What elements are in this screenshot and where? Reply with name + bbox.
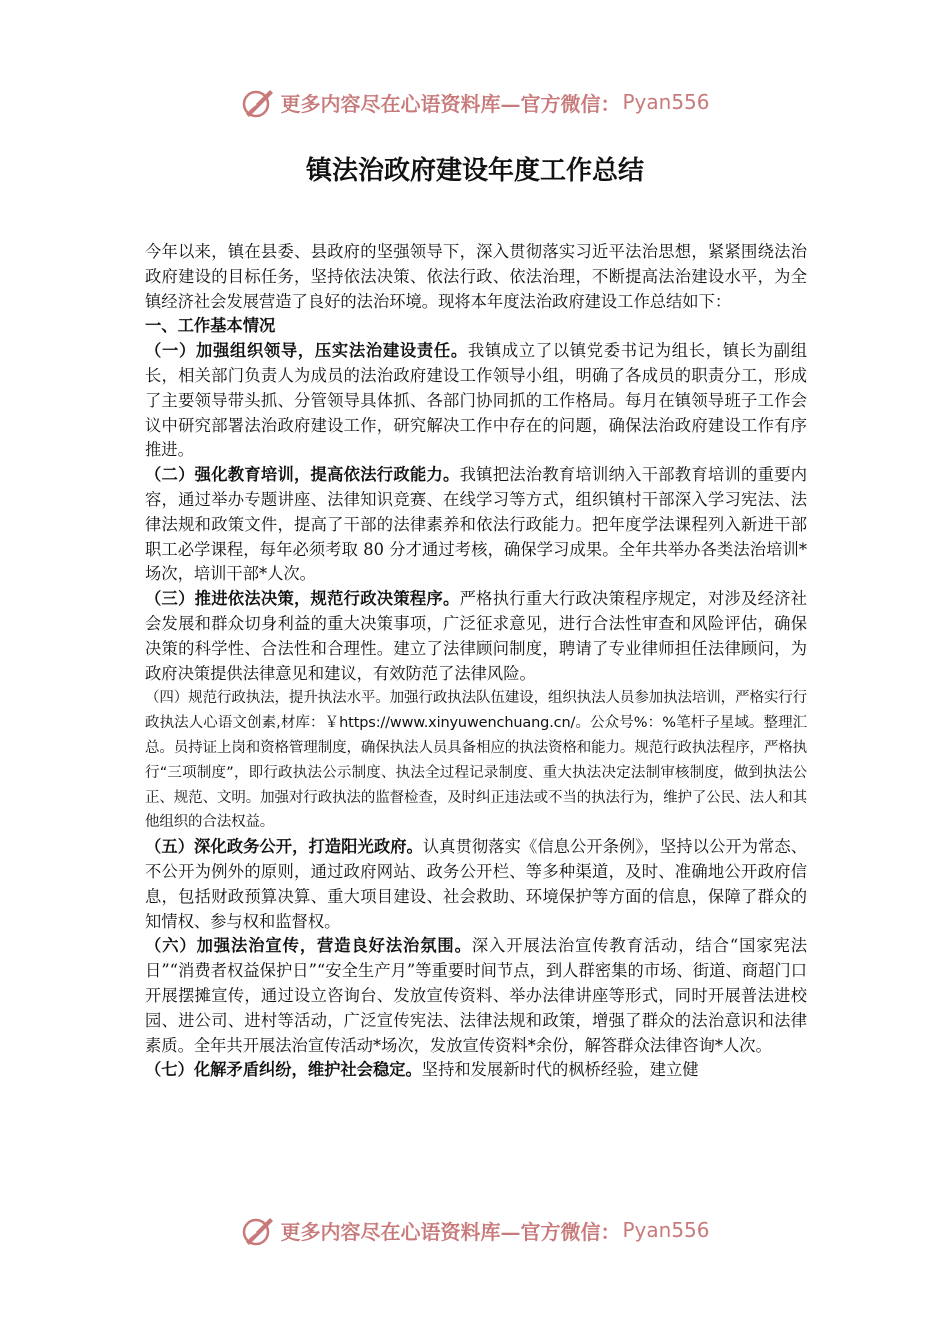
item-3-heading: （三）推进依法决策，规范行政决策程序。 — [145, 589, 460, 609]
watermark-banner-top — [0, 82, 950, 122]
item-5 — [145, 835, 807, 934]
document-title: 镇法治政府建设年度工作总结 — [305, 156, 644, 186]
item-3 — [145, 587, 807, 686]
item-1 — [145, 339, 807, 463]
document-body — [145, 240, 807, 1083]
item-6-text: 深入开展法治宣传教育活动，结合“国家宪法日”“消费者权益保护日”“安全生产月”等重要时间节点，到人群密集的市场、街道、商超门口开展摆摊宣传，通过设立咨询台、发放宣传资料、举办法律讲座等形式，同时开展普法进校园、进公司、进村等活动，广泛宣传宪法、法律法规和政策，增强了群众的法治意识和法律素质。全年共开展法治宣传活动*场次，发放宣传资料*余份，解答群众法律咨询*人次。 — [145, 936, 807, 1055]
item-1-heading: （一）加强组织领导，压实法治建设责任。 — [145, 341, 468, 361]
item-2 — [145, 463, 807, 587]
pen-logo-icon — [240, 84, 276, 120]
item-4: （四）规范行政执法，提升执法水平。加强行政执法队伍建设，组织执法人员参加执法培训，严格实行行政执法人心语文创素,材库：￥https://www.xinyuwenchuang.cn/。公众号%：%笔杆子星域。整理汇总。员持证上岗和资格管理制度，确保执法人员具备相应的执法资格和能力。规范行政执法程序，严格执行“三项制度”，即行政执法公示制度、执法全过程记录制度、重大执法决定法制审核制度，做到执法公正、规范、文明。加强对行政执法的监督检查，及时纠正违法或不当的执法行为，维护了公民、法人和其他组织的合法权益。 — [145, 690, 807, 831]
item-2-heading: （二）强化教育培训，提高依法行政能力。 — [145, 465, 460, 485]
item-1-text: 我镇成立了以镇党委书记为组长，镇长为副组长，相关部门负责人为成员的法治政府建设工作领导小组，明确了各成员的职责分工，形成了主要领导带头抓、分管领导具体抓、各部门协同抓的工作格局。每月在镇领导班子工作会议中研究部署法治政府建设工作，研究解决工作中存在的问题，确保法治政府建设工作有序推进。 — [145, 341, 807, 460]
item-7 — [145, 1058, 807, 1083]
item-6 — [145, 934, 807, 1058]
item-6-heading: （六）加强法治宣传，营造良好法治氛围。 — [145, 936, 472, 956]
intro-paragraph: 今年以来，镇在县委、县政府的坚强领导下，深入贯彻落实习近平法治思想，紧紧围绕法治政府建设的目标任务，坚持依法决策、依法行政、依法治理，不断提高法治建设水平，为全镇经济社会发展营造了良好的法治环境。现将本年度法治政府建设工作总结如下： — [145, 242, 807, 311]
watermark-id: Pyan556 — [622, 90, 710, 114]
watermark-text: 更多内容尽在心语资料库—官方微信： — [280, 1219, 621, 1244]
watermark-banner-bottom — [0, 1210, 950, 1250]
item-7-heading: （七）化解矛盾纠纷，维护社会稳定。 — [145, 1060, 422, 1080]
section-heading: 一、工作基本情况 — [145, 316, 276, 336]
item-2-text: 我镇把法治教育培训纳入干部教育培训的重要内容，通过举办专题讲座、法律知识竞赛、在线学习等方式，组织镇村干部深入学习宪法、法律法规和政策文件，提高了干部的法律素养和依法行政能力。把年度学法课程列入新进干部职工必学课程，每年必须考取 80 分才通过考核，确保学习成果。全年共举办各类法治培训*场次，培训干部*人次。 — [145, 465, 807, 584]
watermark-text: 更多内容尽在心语资料库—官方微信： — [280, 91, 621, 116]
item-5-heading: （五）深化政务公开，打造阳光政府。 — [145, 837, 423, 857]
watermark-id: Pyan556 — [622, 1218, 710, 1242]
pen-logo-icon — [240, 1212, 276, 1248]
item-3-text: 严格执行重大行政决策程序规定，对涉及经济社会发展和群众切身利益的重大决策事项，广泛征求意见，进行合法性审查和风险评估，确保决策的科学性、合法性和合理性。建立了法律顾问制度，聘请了专业律师担任法律顾问，为政府决策提供法律意见和建议，有效防范了法律风险。 — [145, 589, 807, 683]
item-5-text: 认真贯彻落实《信息公开条例》，坚持以公开为常态、不公开为例外的原则，通过政府网站、政务公开栏、等多种渠道，及时、准确地公开政府信息，包括财政预算决算、重大项目建设、社会救助、环境保护等方面的信息，保障了群众的知情权、参与权和监督权。 — [145, 837, 807, 931]
item-7-text: 坚持和发展新时代的枫桥经验，建立健 — [421, 1060, 699, 1080]
